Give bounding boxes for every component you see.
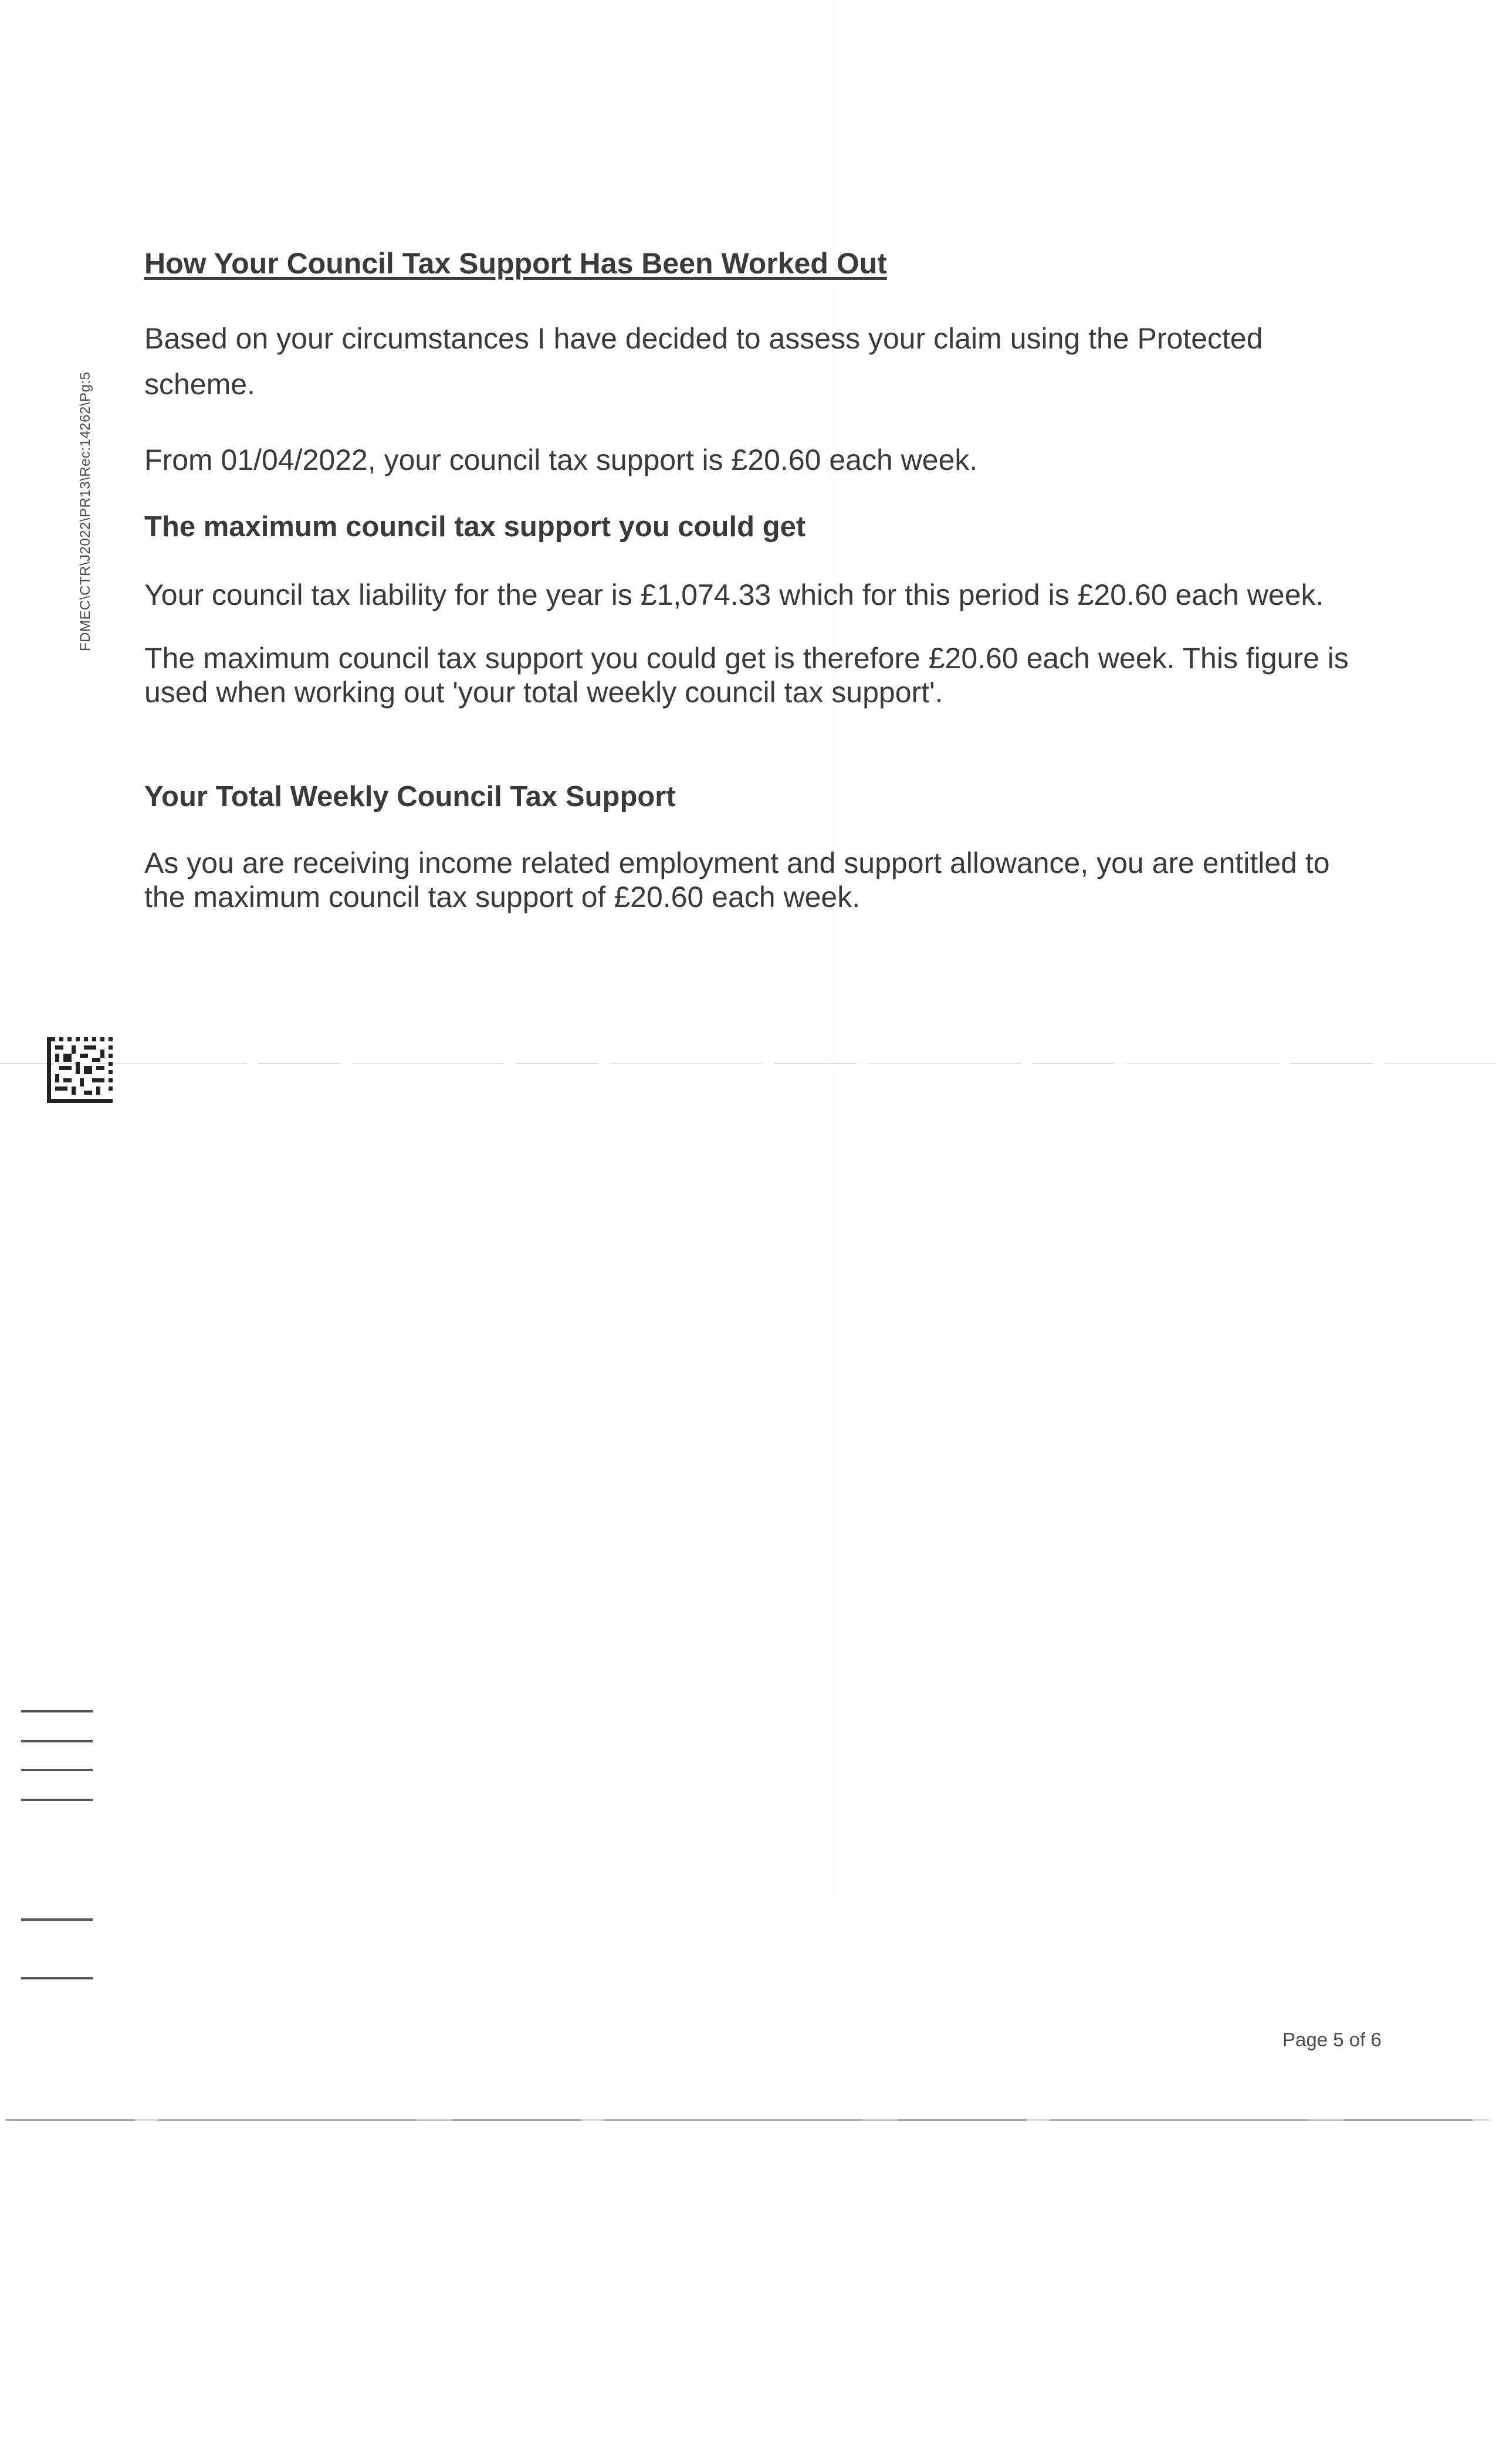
page-bottom-edge: [6, 2119, 1490, 2121]
side-reference-code: FDMEC\CTR\J2022\PR13\Rec:14262\Pg:5: [77, 371, 93, 651]
maximum-support-paragraph: The maximum council tax support you could get is therefore £20.60 each week. This figure is used when working out 'your total weekly council tax support'.: [144, 642, 1349, 709]
liability-paragraph: Your council tax liability for the year is £1,074.33 which for this period is £20.60 each week.: [144, 578, 1324, 611]
omr-mark-line: [21, 1710, 93, 1712]
total-weekly-support-subheading: Your Total Weekly Council Tax Support: [144, 781, 676, 813]
assessment-paragraph: Based on your circumstances I have decided to assess your claim using the Protected scheme.: [144, 322, 1263, 401]
scan-fold-vertical: [830, 0, 831, 1901]
support-from-date-paragraph: From 01/04/2022, your council tax support is £20.60 each week.: [144, 444, 978, 476]
omr-mark-line: [21, 1769, 93, 1771]
datamatrix-barcode-icon: [46, 1037, 114, 1103]
omr-mark-line: [21, 1977, 93, 1979]
entitlement-paragraph: As you are receiving income related employment and support allowance, you are entitled to the maximum council tax support of £20.60 each week.: [144, 847, 1330, 913]
page-number: Page 5 of 6: [1282, 2029, 1382, 2050]
omr-mark-line: [21, 1918, 93, 1921]
scan-fold-horizontal: [0, 1063, 1496, 1064]
omr-mark-line: [21, 1740, 93, 1742]
section-title: How Your Council Tax Support Has Been Worked Out: [144, 247, 887, 280]
omr-mark-line: [21, 1799, 93, 1801]
maximum-support-subheading: The maximum council tax support you could get: [144, 511, 806, 543]
